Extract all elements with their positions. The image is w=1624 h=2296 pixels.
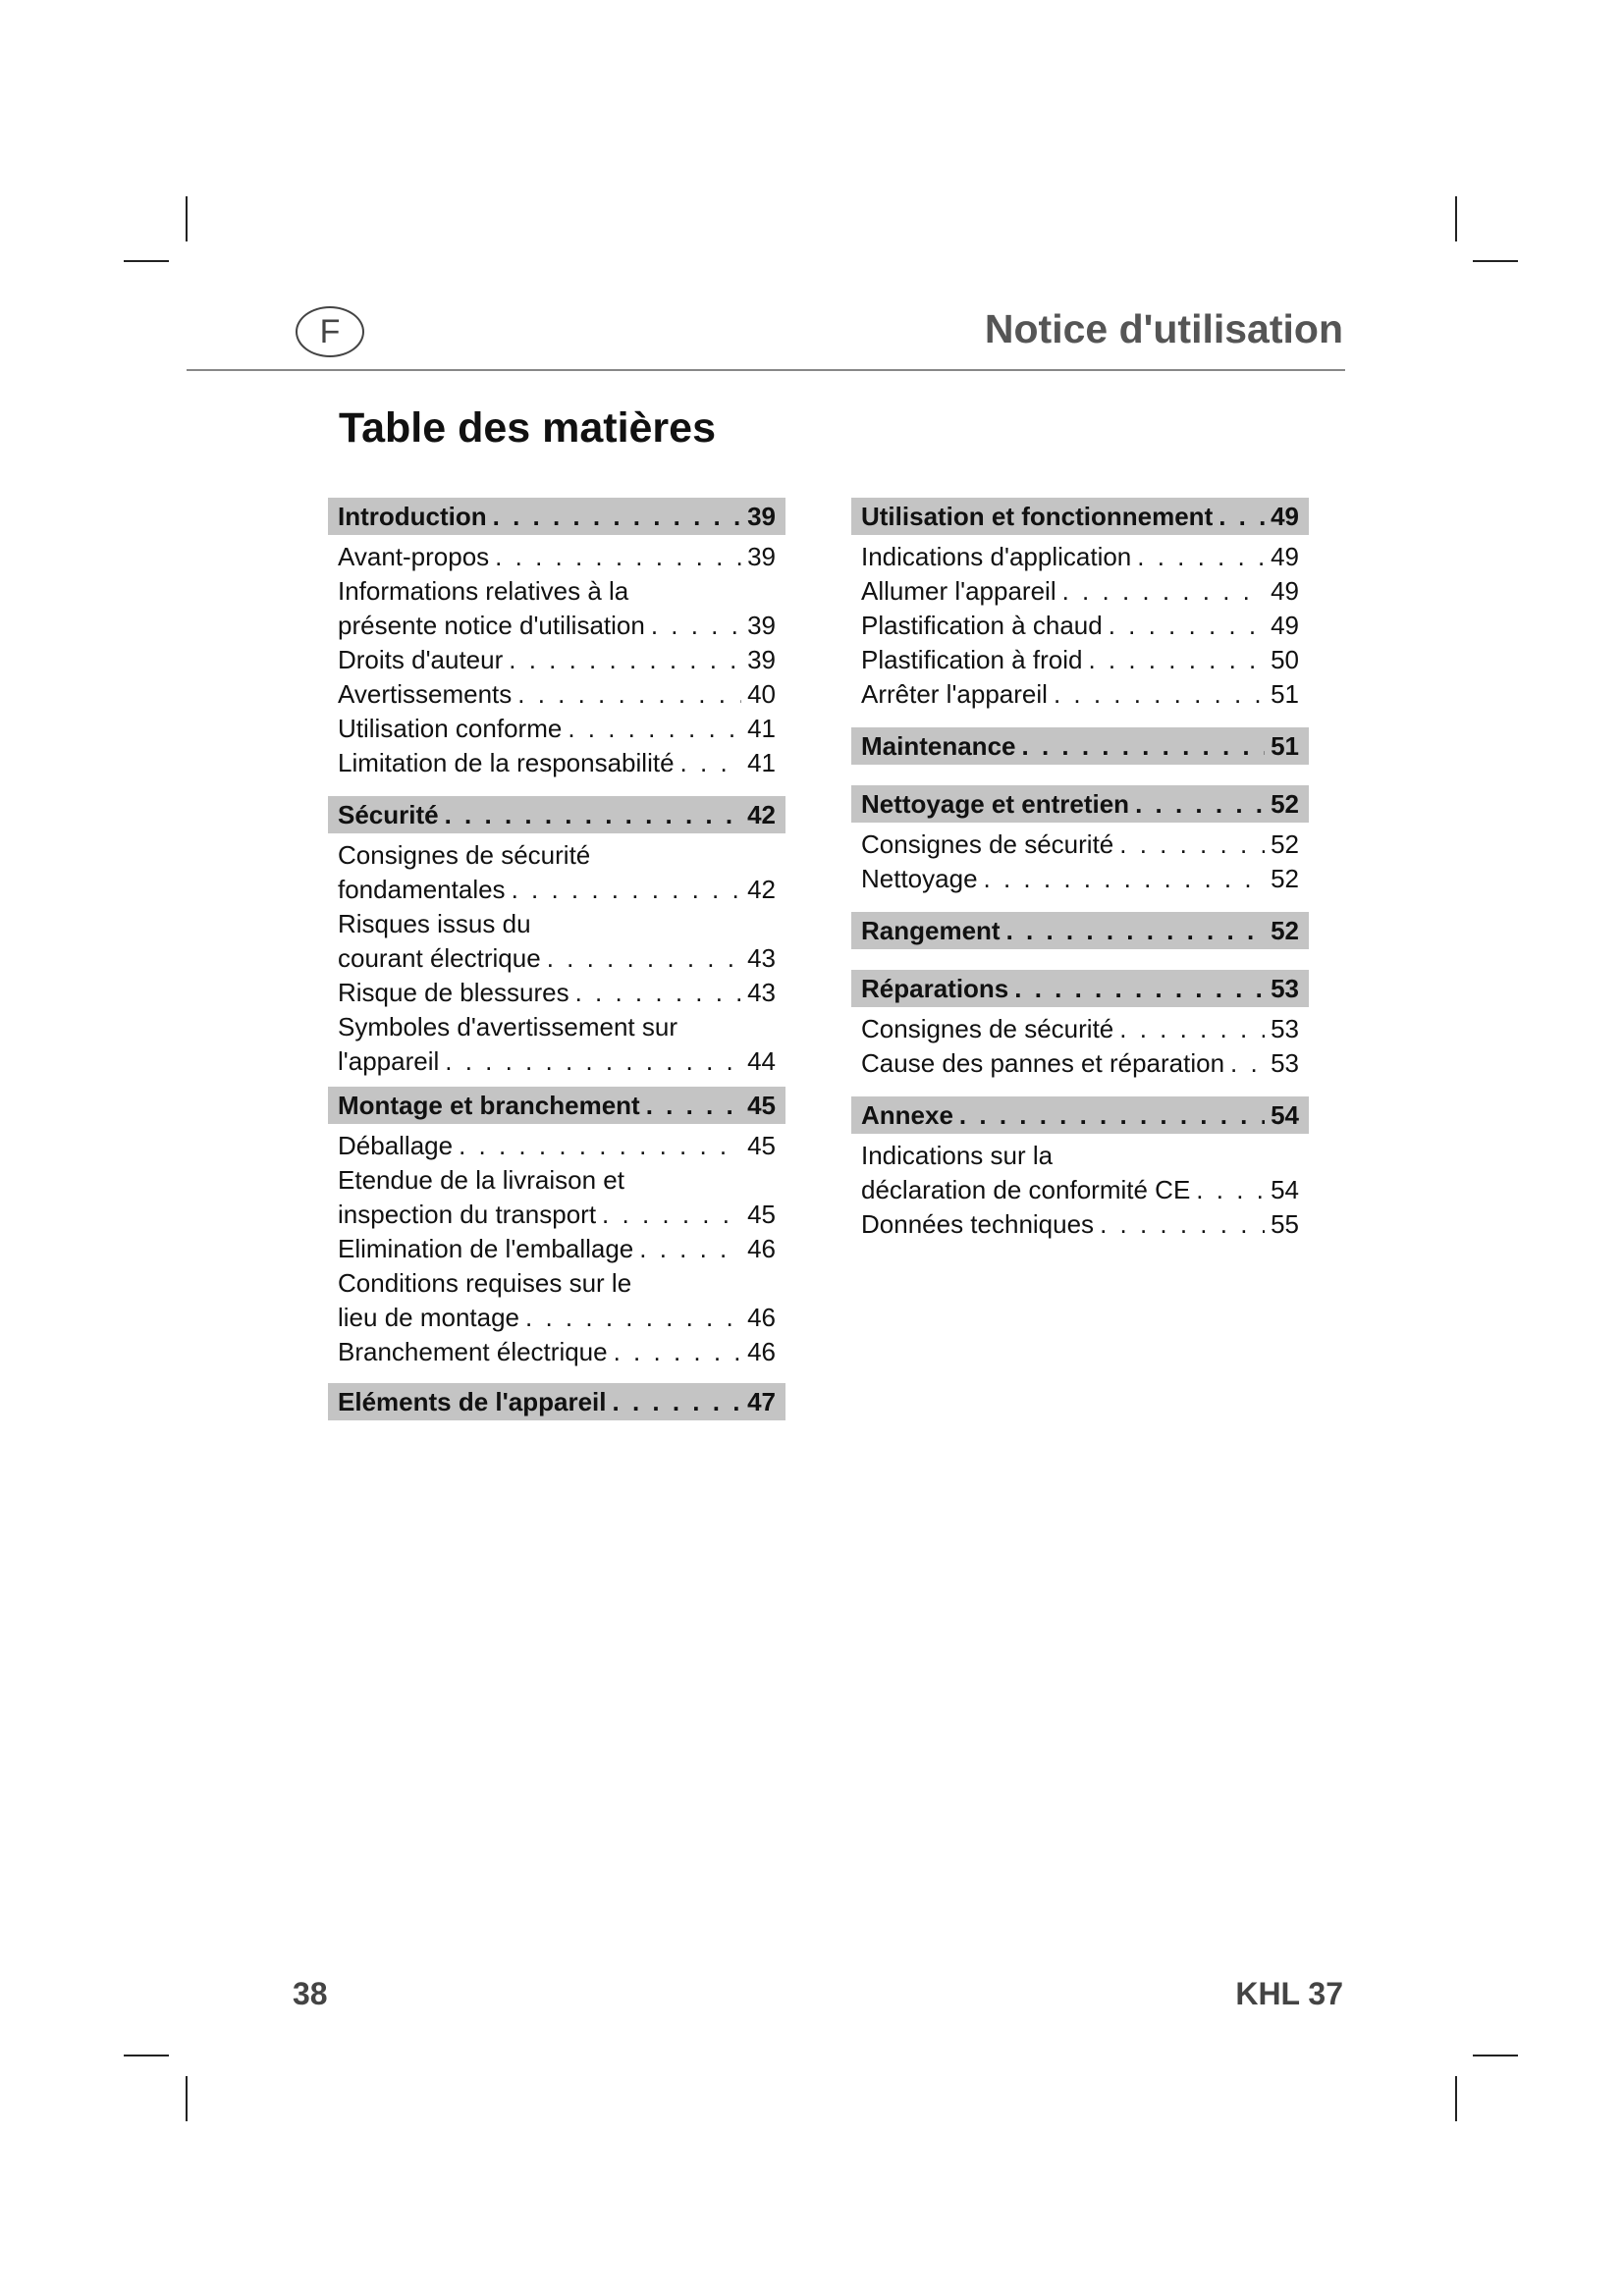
toc-entry[interactable]: Cause des pannes et réparation . . . 53 (851, 1046, 1309, 1081)
toc-section-nettoyage[interactable]: Nettoyage et entretien . . . 52 (851, 785, 1309, 823)
toc-column-right (851, 498, 1309, 1242)
toc-entry[interactable]: Nettoyage . . . 52 (851, 862, 1309, 896)
toc-entry[interactable]: Indications d'application . . . 49 (851, 540, 1309, 574)
toc-entry[interactable]: Limitation de la responsabilité . . . 41 (328, 746, 785, 780)
crop-mark (124, 260, 169, 262)
toc-entry[interactable]: Plastification à froid . . . 50 (851, 643, 1309, 677)
crop-mark (186, 196, 188, 241)
toc-entry[interactable]: Risques issus du courant électrique . . . 43 (328, 907, 785, 976)
toc-entry[interactable]: Données techniques . . . 55 (851, 1207, 1309, 1242)
toc-heading: Table des matières (339, 404, 716, 452)
toc-entry[interactable]: Consignes de sécurité fondamentales . . . 42 (328, 838, 785, 907)
toc-section-annexe[interactable]: Annexe . . . 54 (851, 1096, 1309, 1134)
toc-entry[interactable]: Risque de blessures . . . 43 (328, 976, 785, 1010)
crop-mark (1455, 196, 1457, 241)
toc-entry[interactable]: Allumer l'appareil . . . 49 (851, 574, 1309, 609)
document-title: Notice d'utilisation (984, 306, 1343, 351)
toc-entry[interactable]: Etendue de la livraison et inspection du transport . . . 45 (328, 1163, 785, 1232)
toc-section-rangement[interactable]: Rangement . . . 52 (851, 912, 1309, 949)
toc-entry[interactable]: Avant-propos . . . 39 (328, 540, 785, 574)
crop-mark (1473, 2055, 1518, 2056)
crop-mark (186, 2076, 188, 2121)
toc-entry[interactable]: Droits d'auteur . . . 39 (328, 643, 785, 677)
toc-entry[interactable]: Plastification à chaud . . . 49 (851, 609, 1309, 643)
header-divider (187, 369, 1345, 371)
toc-entry[interactable]: Branchement électrique . . . 46 (328, 1335, 785, 1369)
toc-entry[interactable]: Avertissements . . . 40 (328, 677, 785, 712)
toc-section-montage[interactable]: Montage et branchement . . . 45 (328, 1087, 785, 1124)
toc-section-elements[interactable]: Eléments de l'appareil . . . 47 (328, 1383, 785, 1420)
language-badge: F (296, 306, 364, 357)
toc-section-introduction[interactable]: Introduction . . . 39 (328, 498, 785, 535)
toc-section-reparations[interactable]: Réparations . . . 53 (851, 970, 1309, 1007)
toc-entry[interactable]: Informations relatives à la présente notice d'utilisation . . . 39 (328, 574, 785, 643)
crop-mark (1455, 2076, 1457, 2121)
toc-entry[interactable]: Arrêter l'appareil . . . 51 (851, 677, 1309, 712)
model-name: KHL 37 (1235, 1976, 1343, 2011)
toc-entry[interactable]: Consignes de sécurité . . . 53 (851, 1012, 1309, 1046)
crop-mark (1473, 260, 1518, 262)
toc-entry[interactable]: Indications sur la déclaration de conformité CE . . . 54 (851, 1139, 1309, 1207)
page-number: 38 (293, 1976, 328, 2011)
toc-section-utilisation[interactable]: Utilisation et fonctionnement . . . 49 (851, 498, 1309, 535)
toc-entry[interactable]: Utilisation conforme . . . 41 (328, 712, 785, 746)
toc-entry[interactable]: Consignes de sécurité . . . 52 (851, 828, 1309, 862)
toc-entry[interactable]: Elimination de l'emballage . . . 46 (328, 1232, 785, 1266)
crop-mark (124, 2055, 169, 2056)
toc-section-maintenance[interactable]: Maintenance . . . 51 (851, 727, 1309, 765)
toc-column-left (328, 498, 785, 1425)
toc-entry[interactable]: Déballage . . . 45 (328, 1129, 785, 1163)
toc-section-securite[interactable]: Sécurité . . . 42 (328, 796, 785, 833)
toc-entry[interactable]: Symboles d'avertissement sur l'appareil . . . 44 (328, 1010, 785, 1079)
toc-entry[interactable]: Conditions requises sur le lieu de montage . . . 46 (328, 1266, 785, 1335)
